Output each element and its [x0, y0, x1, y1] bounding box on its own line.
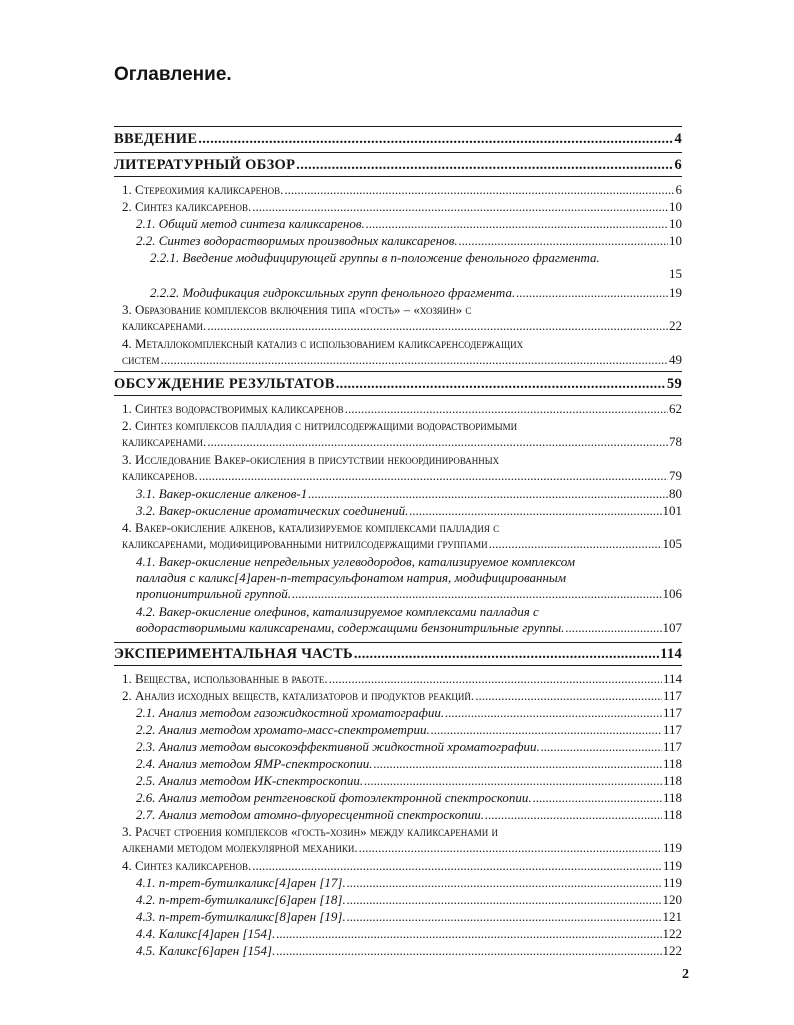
toc-page-number: 80: [669, 486, 682, 501]
toc-entry[interactable]: 2. Анализ исходных веществ, катализаторов и продуктов реакций. ..... 117: [122, 688, 682, 704]
toc-page-number: 117: [662, 739, 682, 754]
dot-leader: [364, 773, 662, 789]
dot-leader: [445, 705, 662, 721]
toc-entry[interactable]: 2.3. Анализ методом высокоэффективной жидкостной хроматографии. ..... 117: [136, 739, 682, 755]
toc-page-number: 122: [662, 943, 682, 958]
section-rule: [114, 642, 682, 643]
toc-page-number: 117: [662, 705, 682, 720]
toc-entry[interactable]: 1. Стереохимия каликсаренов. ..... 6: [122, 182, 682, 198]
dot-leader: [347, 892, 662, 908]
toc-page-number: 4: [674, 131, 682, 147]
toc-entry[interactable]: 2. Синтез комплексов палладия с нитрилсодержащими водорастворимыми каликсаренами. ..... 78: [122, 418, 682, 450]
section-rule: [114, 371, 682, 372]
toc-page-number: 59: [666, 376, 682, 392]
toc-page-number: 6: [674, 157, 682, 173]
toc-entry[interactable]: 2.7. Анализ методом атомно-флуоресцентной спектроскопии. ..... 118: [136, 807, 682, 823]
toc-page-number: 106: [662, 586, 682, 601]
toc-entry[interactable]: 4. Металлокомплексный катализ с использованием каликсаренсодержащих систем ..... 49: [122, 336, 682, 368]
toc-page-number: 118: [662, 807, 682, 822]
dot-leader: [199, 468, 668, 484]
toc-page-number: 121: [662, 909, 682, 924]
dot-leader: [284, 182, 674, 198]
toc-entry-introduction[interactable]: ВВЕДЕНИЕ ..... 4: [114, 131, 682, 147]
toc-entry[interactable]: 4.5. Каликс[6]арен [154]. ..... 122: [136, 943, 682, 959]
toc-page-number: 118: [662, 773, 682, 788]
dot-leader: [565, 620, 661, 636]
dot-leader: [207, 318, 668, 334]
toc-page-number: 118: [662, 756, 682, 771]
dot-leader: [366, 216, 668, 232]
toc-entry[interactable]: 2.1. Анализ методом газожидкостной хроматографии. ..... 117: [136, 705, 682, 721]
toc-entry[interactable]: 3.2. Вакер-окисление ароматических соединений. ..... 101: [136, 503, 682, 519]
toc-page-number: 119: [662, 858, 682, 873]
toc-entry[interactable]: 2.4. Анализ методом ЯМР-спектроскопии. ..... 118: [136, 756, 682, 772]
toc-entry[interactable]: 3. Исследование Вакер-окисления в присутствии некоординированных каликсаренов. ..... 79: [122, 452, 682, 484]
dot-leader: [541, 739, 662, 755]
toc-page-number: 117: [662, 688, 682, 703]
toc-entry[interactable]: 4. Синтез каликсаренов. ..... 119: [122, 858, 682, 874]
toc-entry[interactable]: 2.2. Анализ методом хромато-масс-спектрометрии. ..... 117: [136, 722, 682, 738]
dot-leader: [292, 586, 661, 602]
dot-leader: [207, 434, 668, 450]
dot-leader: [276, 943, 661, 959]
toc-entry[interactable]: 2.1. Общий метод синтеза каликсаренов. ..... 10: [136, 216, 682, 232]
toc-page-number: 122: [662, 926, 682, 941]
toc-page-number: 10: [669, 233, 682, 248]
toc-page-number: 10: [669, 199, 682, 214]
dot-leader: [373, 756, 662, 772]
toc-page-number: 10: [669, 216, 682, 231]
dot-leader: [489, 536, 662, 552]
dot-leader: [336, 376, 666, 392]
toc-entry-discussion[interactable]: ОБСУЖДЕНИЕ РЕЗУЛЬТАТОВ ..... 59: [114, 376, 682, 392]
dot-leader: [276, 926, 661, 942]
toc-page-number: 49: [669, 352, 682, 367]
toc-entry[interactable]: 4.1. п-трет-бутилкаликс[4]арен [17]. ..... 119: [136, 875, 682, 891]
toc-entry[interactable]: 4.2. Вакер-окисление олефинов, катализируемое комплексами палладия с водорастворимыми каликсаренами, содержащими бензонитрильные группы. ..... 107: [136, 604, 682, 636]
toc-entry[interactable]: 2.2.2. Модификация гидроксильных групп фенольного фрагмента. ..... 19: [150, 285, 682, 301]
toc-entry[interactable]: 4.2. п-трет-бутилкаликс[6]арен [18]. ..... 120: [136, 892, 682, 908]
page-title: Оглавление.: [114, 64, 232, 85]
dot-leader: [485, 807, 662, 823]
toc-entry-literature-review[interactable]: ЛИТЕРАТУРНЫЙ ОБЗОР ..... 6: [114, 157, 682, 173]
toc-entry-experimental[interactable]: ЭКСПЕРИМЕНТАЛЬНАЯ ЧАСТЬ ..... 114: [114, 646, 682, 662]
dot-leader: [459, 233, 668, 249]
toc-entry[interactable]: 2. Синтез каликсаренов. ..... 10: [122, 199, 682, 215]
toc-entry[interactable]: 4.4. Каликс[4]арен [154]. ..... 122: [136, 926, 682, 942]
toc-entry[interactable]: 3. Образование комплексов включения типа «гость» – «хозяин» с каликсаренами. ..... 22: [122, 302, 682, 334]
toc-page-number: 79: [669, 468, 682, 483]
section-rule: [114, 152, 682, 153]
toc-entry[interactable]: 3.1. Вакер-окисление алкенов-1 ..... 80: [136, 486, 682, 502]
dot-leader: [409, 503, 661, 519]
dot-leader: [354, 646, 659, 662]
toc-entry[interactable]: 2.2. Синтез водорастворимых производных каликсаренов. ..... 10: [136, 233, 682, 249]
toc-page-number: 120: [662, 892, 682, 907]
section-rule: [114, 395, 682, 396]
toc-page-number: 78: [669, 434, 682, 449]
toc-page-number: 15: [669, 266, 682, 281]
dot-leader: [252, 858, 662, 874]
toc-page-number: 118: [662, 790, 682, 805]
section-rule: [114, 176, 682, 177]
toc-page-number: 117: [662, 722, 682, 737]
toc-page-number: 114: [660, 646, 682, 662]
table-of-contents: [114, 0, 694, 1025]
dot-leader: [308, 486, 668, 502]
toc-entry[interactable]: 2.6. Анализ методом рентгеновской фотоэлектронной спектроскопии. ..... 118: [136, 790, 682, 806]
dot-leader: [345, 401, 668, 417]
dot-leader: [516, 285, 668, 301]
dot-leader: [296, 157, 673, 173]
dot-leader: [347, 875, 662, 891]
dot-leader: [198, 131, 673, 147]
dot-leader: [431, 722, 662, 738]
toc-page-number: 119: [662, 875, 682, 890]
toc-page-number: 19: [669, 285, 682, 300]
toc-page-number: 114: [662, 671, 682, 686]
section-rule: [114, 126, 682, 127]
toc-page-number: 22: [669, 318, 682, 333]
toc-page-number: 62: [669, 401, 682, 416]
toc-entry[interactable]: 2.5. Анализ методом ИК-спектроскопии. ..... 118: [136, 773, 682, 789]
dot-leader: [359, 840, 662, 856]
section-rule: [114, 665, 682, 666]
toc-entry[interactable]: 1. Вещества, использованные в работе. ..... 114: [122, 671, 682, 687]
toc-entry[interactable]: 3. Расчет строения комплексов «гость-хозин» между каликсаренами и алкенами методом молекулярной механики. ..... 119: [122, 824, 682, 856]
dot-leader: [252, 199, 668, 215]
toc-page-number: 105: [662, 536, 682, 551]
page-number: 2: [682, 967, 689, 982]
dot-leader: [533, 790, 662, 806]
toc-page-number: 101: [662, 503, 682, 518]
toc-entry[interactable]: 4. Вакер-окисление алкенов, катализируемое комплексами палладия с каликсаренами, модифицированными нитрилсодержащими группами ..... 105: [122, 520, 682, 552]
toc-page-number: 6: [675, 182, 682, 197]
toc-entry[interactable]: 2.2.1. Введение модифицирующей группы в п-положение фенольного фрагмента. 15: [150, 250, 682, 281]
dot-leader: [329, 671, 662, 687]
toc-entry[interactable]: 4.1. Вакер-окисление непредельных углеводородов, катализируемое комплексом палладия с каликс[4]арен-п-тетрасульфонатом натрия, модифицированным пропионитрильной группой. ..... 106: [136, 554, 682, 602]
toc-page-number: 119: [662, 840, 682, 855]
dot-leader: [347, 909, 662, 925]
dot-leader: [475, 688, 662, 704]
toc-page-number: 107: [662, 620, 682, 635]
dot-leader: [161, 352, 668, 368]
toc-entry[interactable]: 1. Синтез водорастворимых каликсаренов ..... 62: [122, 401, 682, 417]
toc-entry[interactable]: 4.3. п-трет-бутилкаликс[8]арен [19]. ..... 121: [136, 909, 682, 925]
